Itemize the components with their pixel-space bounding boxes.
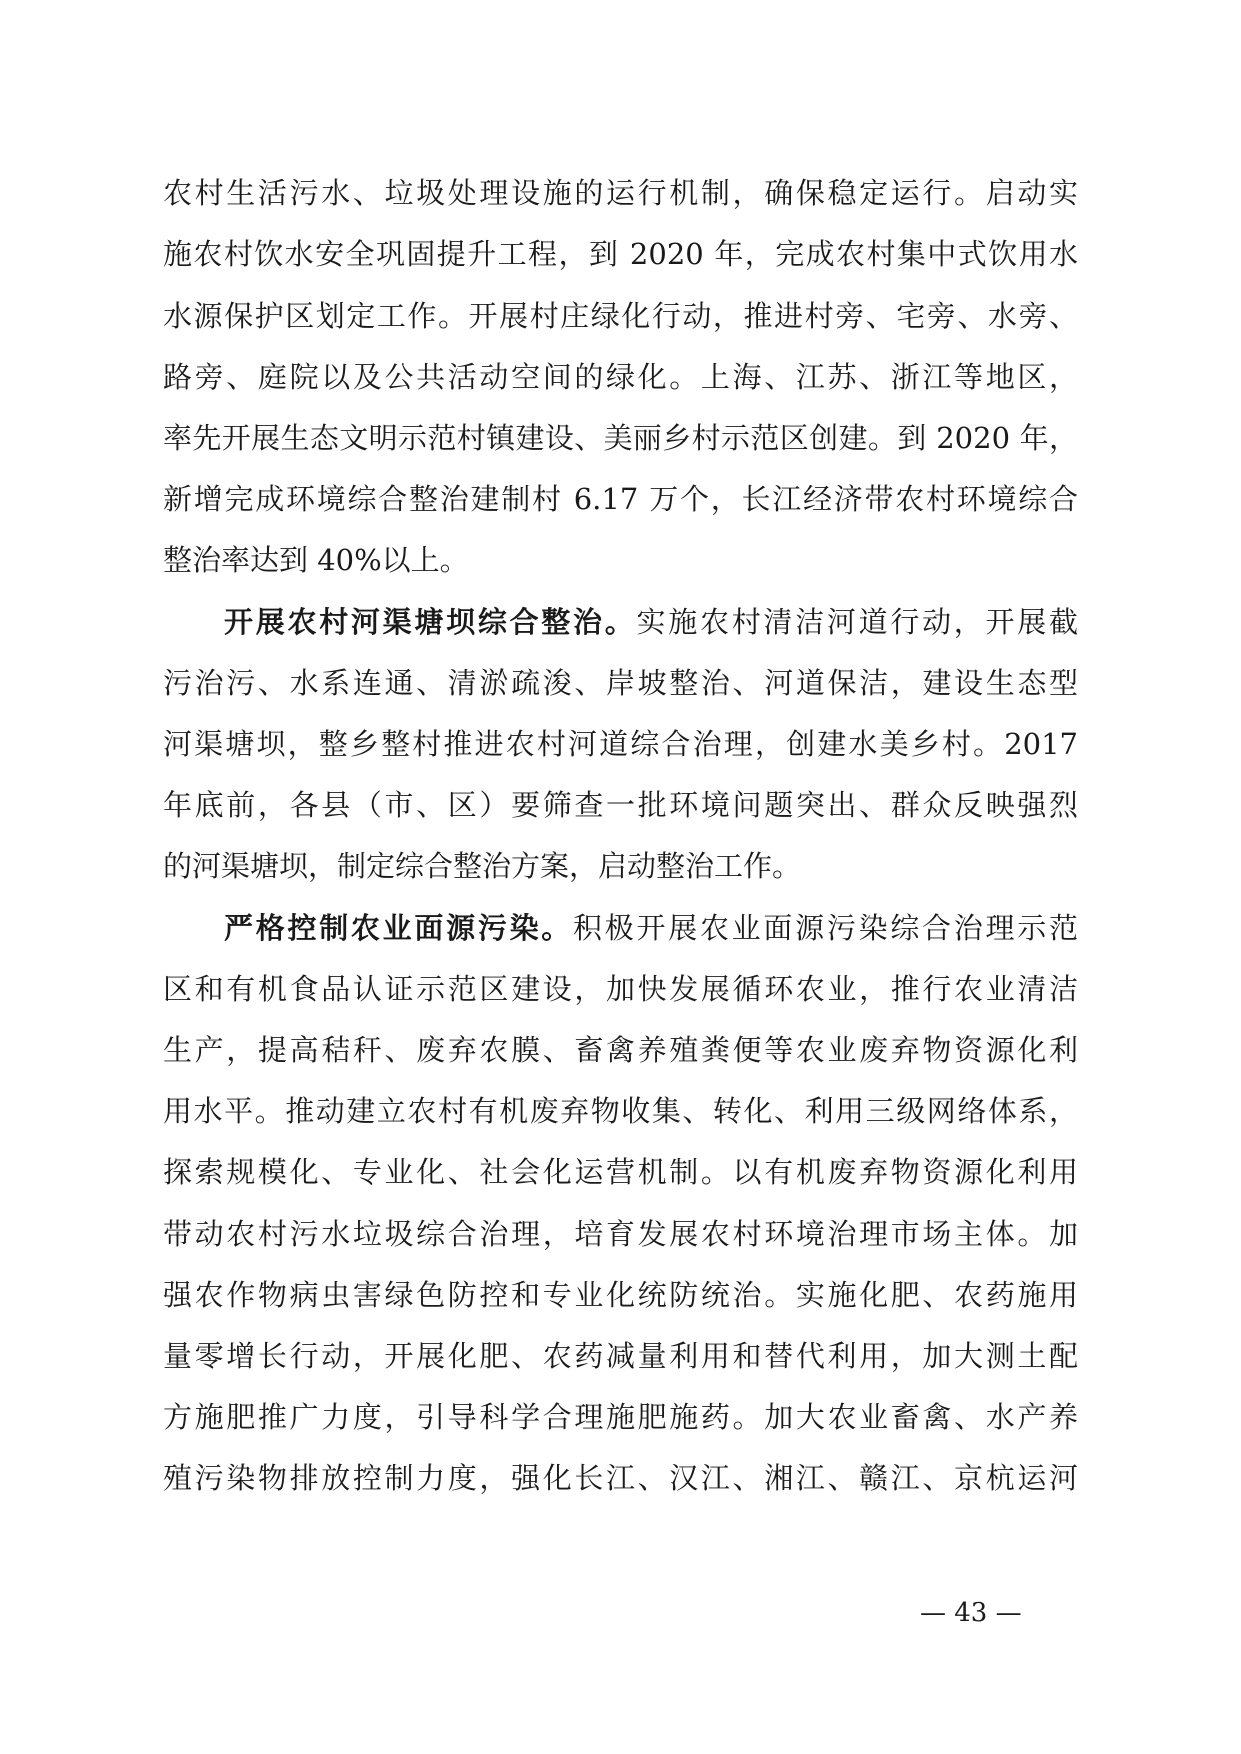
paragraph-2-heading: 开展农村河渠塘坝综合整治。 — [224, 605, 637, 639]
paragraph-2-line-1 — [224, 592, 1078, 652]
paragraph-3-line-6: 带动农村污水垃圾综合治理，培育发展农村环境治理市场主体。加 — [163, 1217, 1078, 1251]
paragraph-2-line-5: 的河渠塘坝，制定综合整治方案，启动整治工作。 — [163, 849, 802, 883]
paragraph-1-line-1: 农村生活污水、垃圾处理设施的运行机制，确保稳定运行。启动实 — [163, 176, 1078, 210]
paragraph-3-line-2: 区和有机食品认证示范区建设，加快发展循环农业，推行农业清洁 — [163, 972, 1078, 1006]
paragraph-3-line-8: 量零增长行动，开展化肥、农药减量利用和替代利用，加大测土配 — [163, 1339, 1078, 1373]
paragraph-2-first-line-rest: 实施农村清洁河道行动，开展截 — [636, 605, 1078, 639]
paragraph-3-first-line-rest: 积极开展农业面源污染综合治理示范 — [573, 911, 1078, 945]
paragraph-2-line-2: 污治污、水系连通、清淤疏浚、岸坡整治、河道保洁，建设生态型 — [163, 666, 1078, 700]
paragraph-3-line-7: 强农作物病虫害绿色防控和专业化统防统治。实施化肥、农药施用 — [163, 1278, 1078, 1312]
paragraph-3-line-1 — [224, 898, 1078, 958]
paragraph-1-line-2: 施农村饮水安全巩固提升工程，到 2020 年，完成农村集中式饮用水 — [163, 237, 1078, 271]
paragraph-3-heading: 严格控制农业面源污染。 — [224, 911, 574, 945]
paragraph-1-line-7: 整治率达到 40%以上。 — [163, 543, 469, 577]
paragraph-1-line-5: 率先开展生态文明示范村镇建设、美丽乡村示范区创建。到 2020 年， — [163, 421, 1078, 455]
page-number: — 43 — — [920, 1598, 1022, 1628]
paragraph-3-line-9: 方施肥推广力度，引导科学合理施肥施药。加大农业畜禽、水产养 — [163, 1400, 1078, 1434]
paragraph-3-line-5: 探索规模化、专业化、社会化运营机制。以有机废弃物资源化利用 — [163, 1155, 1078, 1189]
paragraph-3-line-10: 殖污染物排放控制力度，强化长江、汉江、湘江、赣江、京杭运河 — [163, 1461, 1078, 1495]
paragraph-1-line-4: 路旁、庭院以及公共活动空间的绿化。上海、江苏、浙江等地区， — [163, 360, 1078, 394]
paragraph-1-line-6: 新增完成环境综合整治建制村 6.17 万个，长江经济带农村环境综合 — [163, 482, 1078, 516]
paragraph-3-line-4: 用水平。推动建立农村有机废弃物收集、转化、利用三级网络体系， — [163, 1094, 1078, 1128]
paragraph-3-line-3: 生产，提高秸秆、废弃农膜、畜禽养殖粪便等农业废弃物资源化利 — [163, 1033, 1078, 1067]
paragraph-2-line-4: 年底前，各县（市、区）要筛查一批环境问题突出、群众反映强烈 — [163, 788, 1078, 822]
paragraph-2-line-3: 河渠塘坝，整乡整村推进农村河道综合治理，创建水美乡村。2017 — [163, 727, 1078, 761]
paragraph-1-line-3: 水源保护区划定工作。开展村庄绿化行动，推进村旁、宅旁、水旁、 — [163, 299, 1078, 333]
